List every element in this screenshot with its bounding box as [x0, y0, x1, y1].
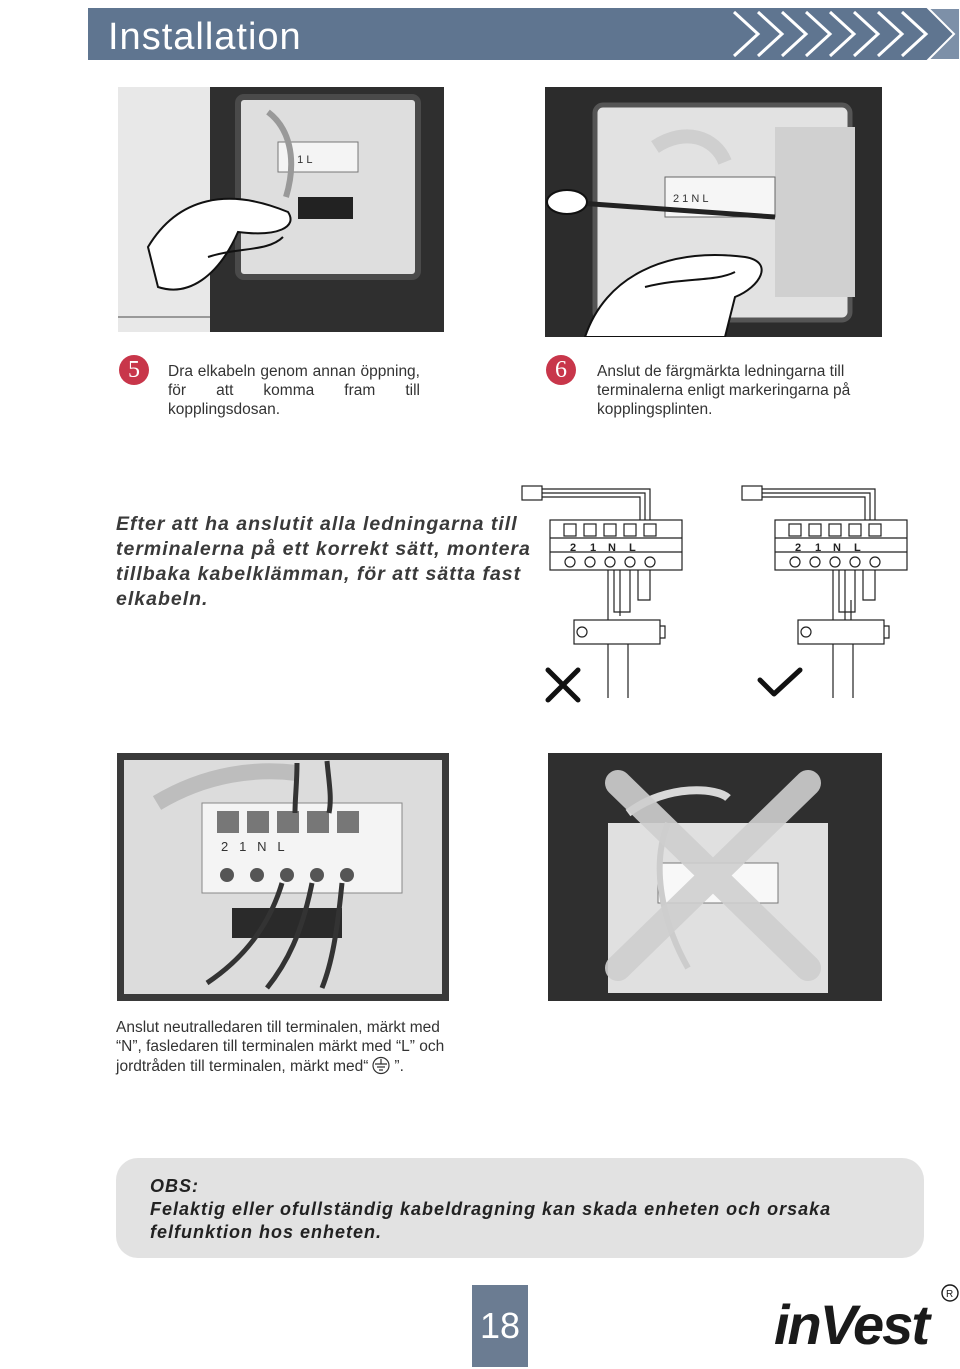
step-6-text: Anslut de färgmärkta ledningarna till terminalerna enligt markeringarna på kopplingsplinten. — [597, 363, 851, 418]
svg-text:2 1 N L: 2 1 N L — [221, 839, 285, 854]
obs-warning-box — [116, 1158, 924, 1258]
terminal-label-n: N — [608, 542, 616, 554]
chevrons-decoration-icon — [728, 8, 960, 60]
terminal-diagram-correct — [740, 480, 910, 705]
terminal-label-1: 1 — [815, 542, 822, 554]
page-header — [88, 8, 960, 60]
photo-step6-terminal-wiring — [545, 87, 882, 337]
terminal-label-2: 2 — [570, 542, 577, 554]
brand-name: inVest — [774, 1293, 928, 1356]
photo-terminal-block-wrong — [548, 753, 882, 1001]
page-title: Installation — [108, 16, 302, 58]
grounding-instruction-text — [116, 1018, 456, 1076]
page-number: 18 — [472, 1285, 528, 1367]
grounding-text-before: Anslut neutralledaren till terminalen, märkt med “N”, fasledaren till terminalen märkt med “L” och jordtråden till terminalen, märkt med“ — [116, 1019, 445, 1075]
terminal-label-n: N — [833, 542, 841, 554]
svg-text:2 1 L: 2 1 L — [288, 154, 313, 166]
step-5-text: Dra elkabeln genom annan öppning, för att komma fram till kopplingsdosan. — [168, 363, 420, 418]
step-5-badge: 5 — [119, 355, 149, 385]
registered-mark: R — [946, 1289, 954, 1300]
terminal-label-l: L — [629, 542, 636, 554]
correct-check-icon — [760, 670, 800, 694]
wrong-cross-icon — [548, 670, 578, 700]
invest-logo — [772, 1282, 960, 1362]
earth-ground-icon — [368, 1056, 394, 1075]
terminal-label-l: L — [854, 542, 861, 554]
step-6-badge: 6 — [546, 355, 576, 385]
photo-terminal-block-correct — [117, 753, 449, 1001]
svg-text:2 1 N L: 2 1 N L — [673, 193, 709, 205]
photo-step5-cable-routing — [118, 87, 444, 332]
terminal-diagram-wrong — [520, 480, 685, 705]
clamp-instruction-text: Efter att ha anslutit alla ledningarna till terminalerna på ett korrekt sätt, montera tillbaka kabelklämman, för att sätta fast elkabeln. — [116, 513, 531, 610]
obs-body: Felaktig eller ofullständig kabeldragning kan skada enheten och orsaka felfunktion hos enheten. — [150, 1199, 832, 1242]
grounding-text-after: ”. — [394, 1058, 404, 1075]
obs-title: OBS: — [150, 1176, 199, 1196]
terminal-label-1: 1 — [590, 542, 597, 554]
terminal-label-2: 2 — [795, 542, 802, 554]
